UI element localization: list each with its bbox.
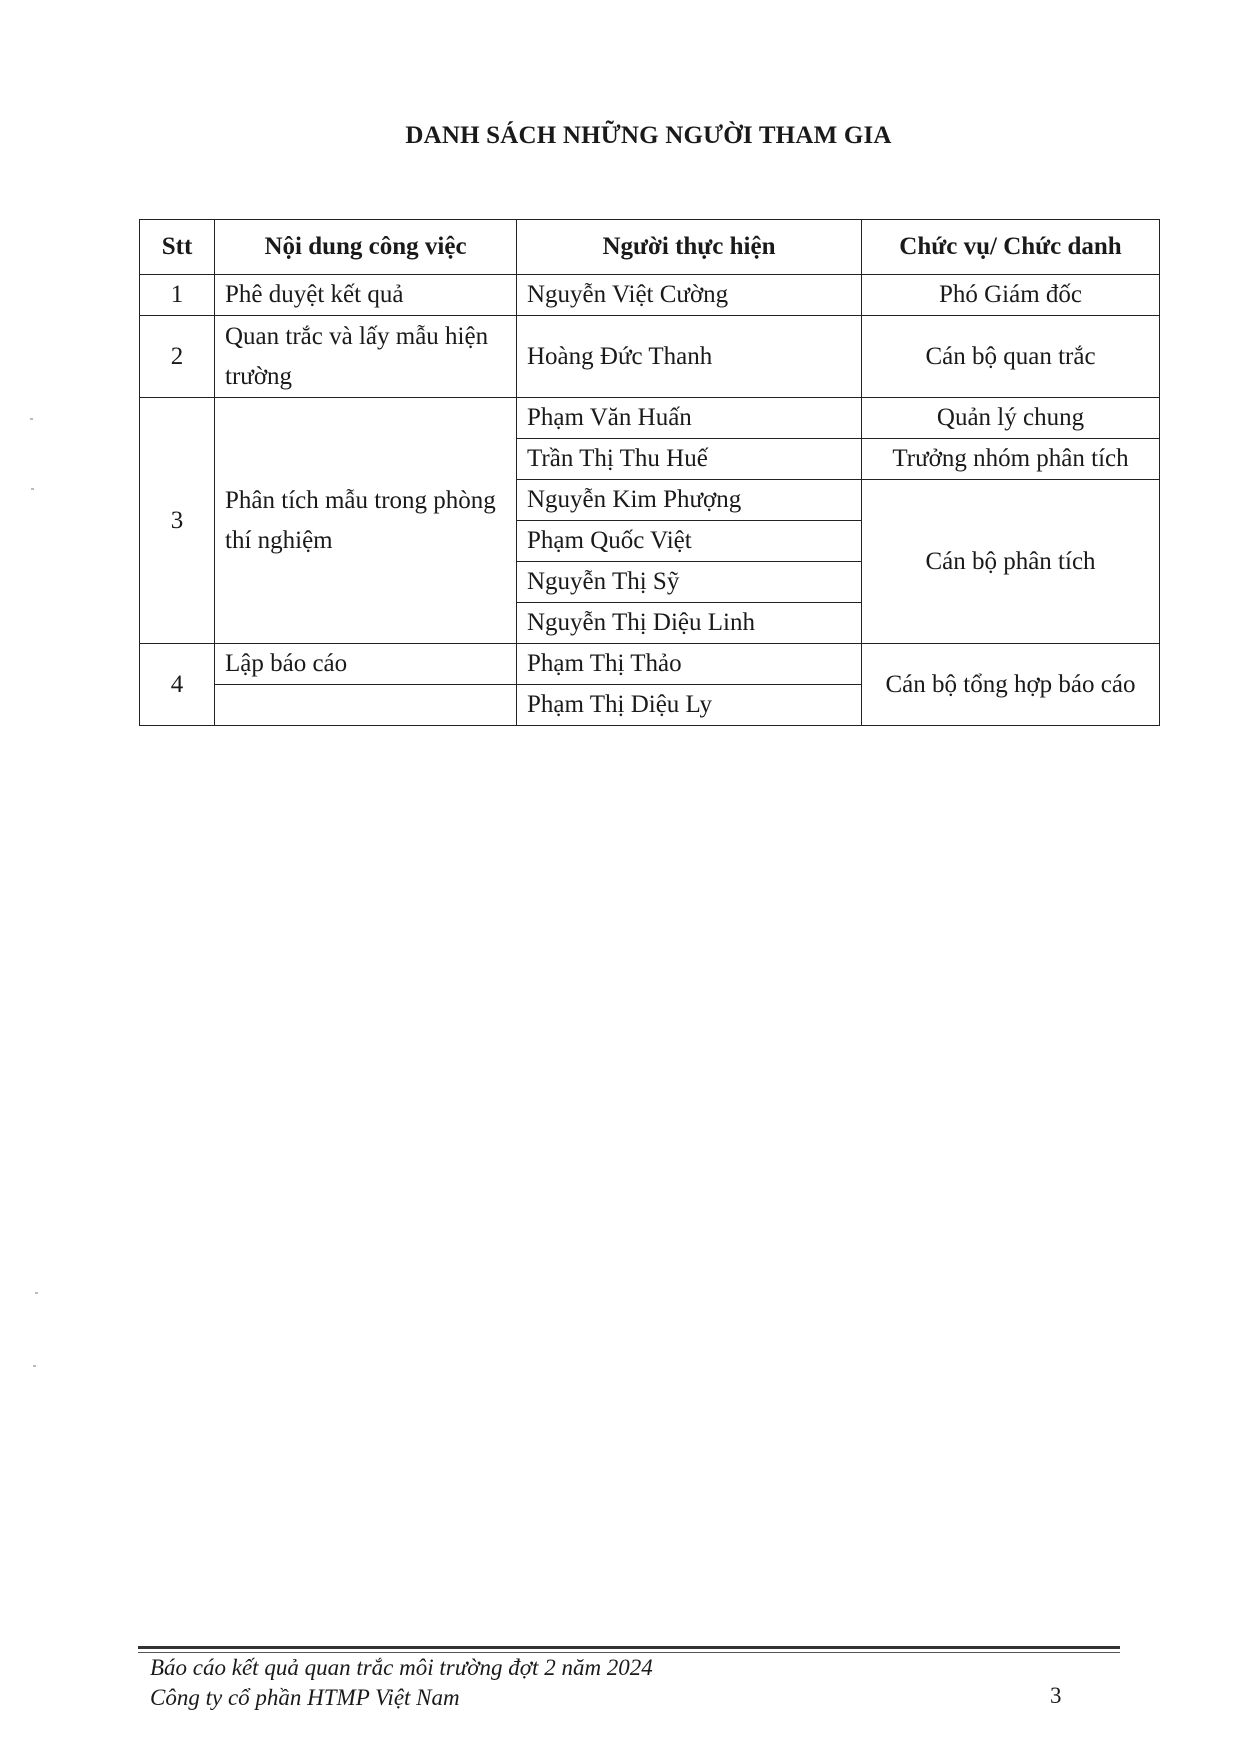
row-person: Nguyễn Thị Diệu Linh (517, 603, 862, 644)
table-row (140, 275, 1160, 316)
row-stt: 3 (140, 398, 215, 644)
table-header-row (140, 220, 1160, 275)
table-row (140, 644, 1160, 685)
row-stt: 1 (140, 275, 215, 316)
row-stt: 2 (140, 316, 215, 398)
row-task: Quan trắc và lấy mẫu hiện trường (215, 316, 517, 398)
row-person: Phạm Thị Diệu Ly (517, 685, 862, 726)
header-task: Nội dung công việc (215, 220, 517, 275)
row-role: Cán bộ phân tích (862, 480, 1160, 644)
row-person: Phạm Thị Thảo (517, 644, 862, 685)
header-role: Chức vụ/ Chức danh (862, 220, 1160, 275)
row-person: Nguyễn Kim Phượng (517, 480, 862, 521)
scan-speck (31, 488, 34, 490)
row-task: Phê duyệt kết quả (215, 275, 517, 316)
row-person: Nguyễn Việt Cường (517, 275, 862, 316)
page-title: DANH SÁCH NHỮNG NGƯỜI THAM GIA (405, 122, 892, 149)
footer-divider (138, 1646, 1120, 1649)
row-person: Nguyễn Thị Sỹ (517, 562, 862, 603)
row-role: Quản lý chung (862, 398, 1160, 439)
scan-speck (30, 418, 33, 420)
row-role: Cán bộ tổng hợp báo cáo (862, 644, 1160, 726)
footer-company: Công ty cổ phần HTMP Việt Nam (150, 1685, 460, 1710)
row-role: Cán bộ quan trắc (862, 316, 1160, 398)
row-person: Phạm Quốc Việt (517, 521, 862, 562)
footer-divider-thin (138, 1652, 1120, 1653)
row-person: Trần Thị Thu Huế (517, 439, 862, 480)
row-task: Phân tích mẫu trong phòng thí nghiệm (215, 398, 517, 644)
table-row (140, 316, 1160, 398)
header-stt: Stt (140, 220, 215, 275)
scan-speck (35, 1292, 38, 1294)
participants-table (139, 219, 1160, 726)
table-row (140, 398, 1160, 439)
footer-report-title: Báo cáo kết quả quan trắc môi trường đợt 2 năm 2024 (150, 1655, 653, 1680)
scan-speck (33, 1365, 36, 1367)
row-person: Phạm Văn Huấn (517, 398, 862, 439)
header-person: Người thực hiện (517, 220, 862, 275)
row-person: Hoàng Đức Thanh (517, 316, 862, 398)
row-task: Lập báo cáo (215, 644, 517, 685)
row-task-empty (215, 685, 517, 726)
page-number: 3 (1050, 1683, 1062, 1708)
row-stt: 4 (140, 644, 215, 726)
row-role: Phó Giám đốc (862, 275, 1160, 316)
row-role: Trưởng nhóm phân tích (862, 439, 1160, 480)
